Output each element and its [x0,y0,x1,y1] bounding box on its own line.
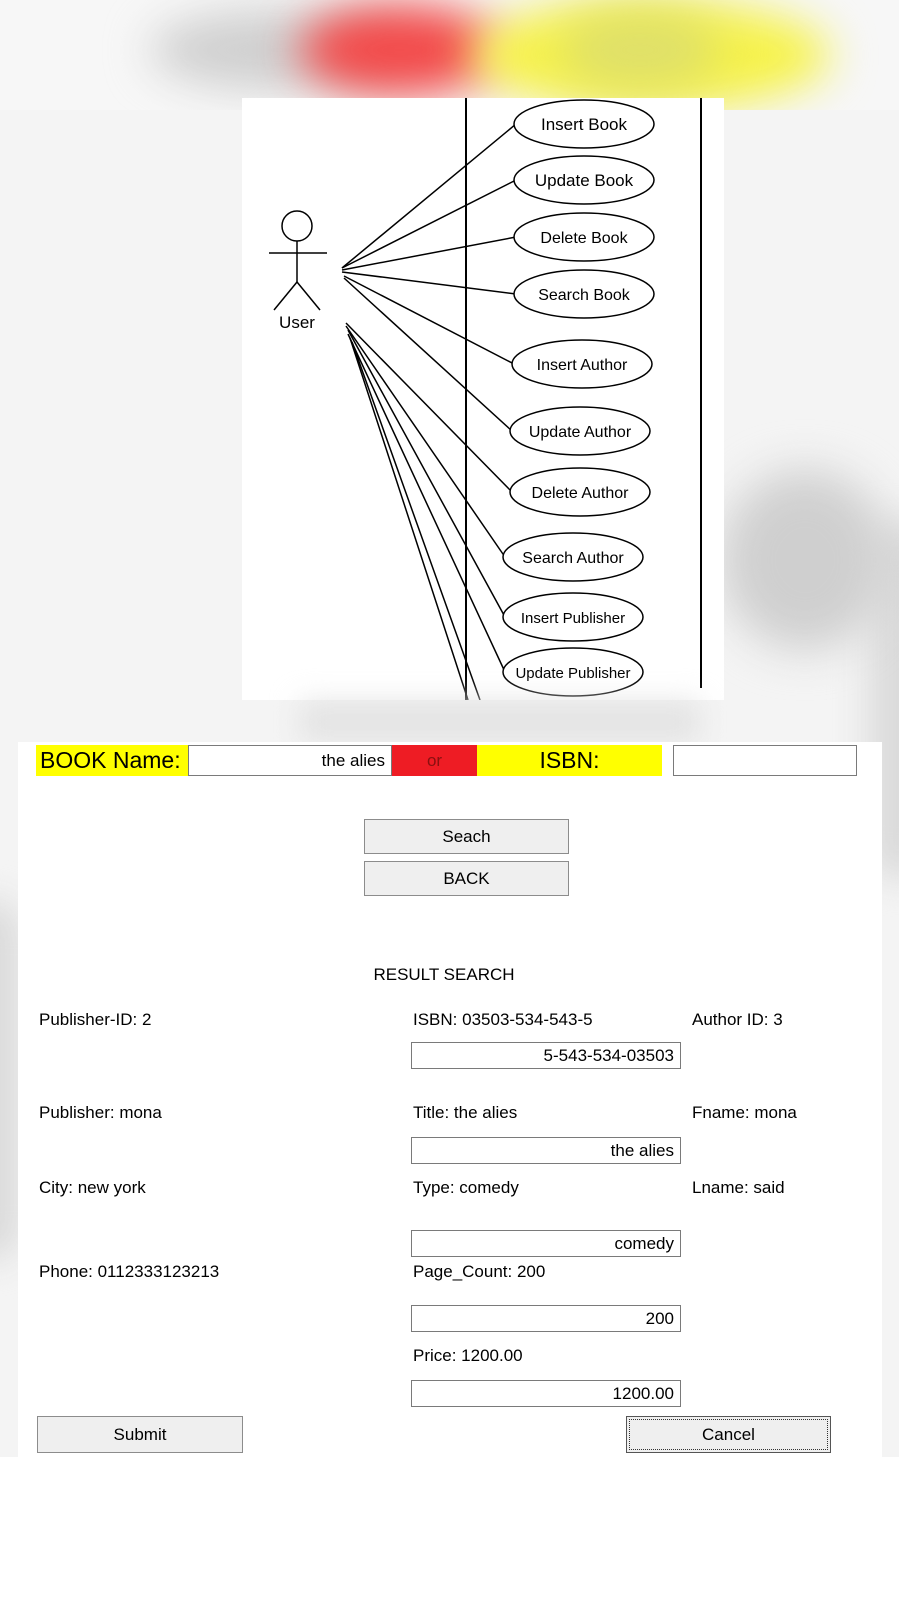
use-case-node [510,407,650,455]
publisher-id-label: Publisher-ID: 2 [39,1010,152,1029]
book-name-label: BOOK Name: [36,745,188,776]
book-price-field[interactable] [411,1380,681,1407]
use-case-label: Insert Book [541,115,627,134]
use-case-label: Search Book [538,287,630,304]
book-title-field[interactable] [411,1137,681,1164]
use-case-node [510,468,650,516]
publisher-city-label: City: new york [39,1178,146,1197]
use-case-label: Update Publisher [515,665,631,682]
use-case-nodes [503,100,654,696]
book-page-count-field[interactable] [411,1305,681,1332]
search-form-panel [18,742,882,1457]
use-case-node [503,648,643,696]
isbn-input[interactable] [673,745,857,776]
actor-figure [269,211,327,310]
use-case-node [503,533,643,581]
book-price-label: Price: 1200.00 [413,1346,523,1365]
use-case-node [514,156,654,204]
use-case-label: Insert Author [536,357,628,374]
association-line [350,338,468,700]
or-label: or [392,745,477,776]
use-case-node [512,340,652,388]
publisher-name-label: Publisher: mona [39,1103,162,1122]
use-case-label: Insert Publisher [520,610,626,627]
use-case-diagram [242,98,724,700]
use-case-label: Search Author [522,550,624,567]
book-title-label: Title: the alies [413,1103,518,1122]
use-case-node [514,213,654,261]
result-heading: RESULT SEARCH [373,965,515,984]
association-line [352,342,480,700]
association-lines [342,124,516,700]
author-id-label: Author ID: 3 [692,1010,783,1029]
isbn-label: ISBN: [477,745,662,776]
use-case-label: Update Book [534,171,634,190]
association-line [344,278,512,431]
book-type-label: Type: comedy [413,1178,519,1197]
use-case-label: Delete Book [540,230,628,247]
book-isbn-field[interactable] [411,1042,681,1069]
book-isbn-label: ISBN: 03503-534-543-5 [413,1010,593,1029]
back-button[interactable]: BACK [364,861,569,896]
search-button[interactable]: Seach [364,819,569,854]
blurred-top-backdrop [0,0,899,110]
use-case-node [514,270,654,318]
author-fname-label: Fname: mona [692,1103,797,1122]
use-case-diagram-svg [242,98,724,700]
association-line [348,334,505,672]
submit-button[interactable]: Submit [37,1416,243,1453]
publisher-phone-label: Phone: 0112333123213 [39,1262,220,1281]
use-case-label: Delete Author [531,485,629,502]
association-line [342,272,516,294]
author-lname-label: Lname: said [692,1178,785,1197]
association-line [342,180,516,268]
association-line [346,326,505,557]
book-type-field[interactable] [411,1230,681,1257]
right-gray-blur [720,470,890,650]
left-edge-shade [0,900,20,1260]
cancel-button[interactable]: Cancel [626,1416,831,1453]
gap-shade [300,702,700,742]
book-page-count-label: Page_Count: 200 [413,1262,546,1281]
use-case-label: Update Author [528,424,632,441]
association-line [344,276,514,364]
use-case-node [514,100,654,148]
association-line [342,124,516,268]
book-name-input[interactable] [188,745,392,776]
actor-label: User [279,313,315,332]
bottom-blank-area [0,1457,899,1599]
use-case-node [503,593,643,641]
association-line [342,237,516,270]
